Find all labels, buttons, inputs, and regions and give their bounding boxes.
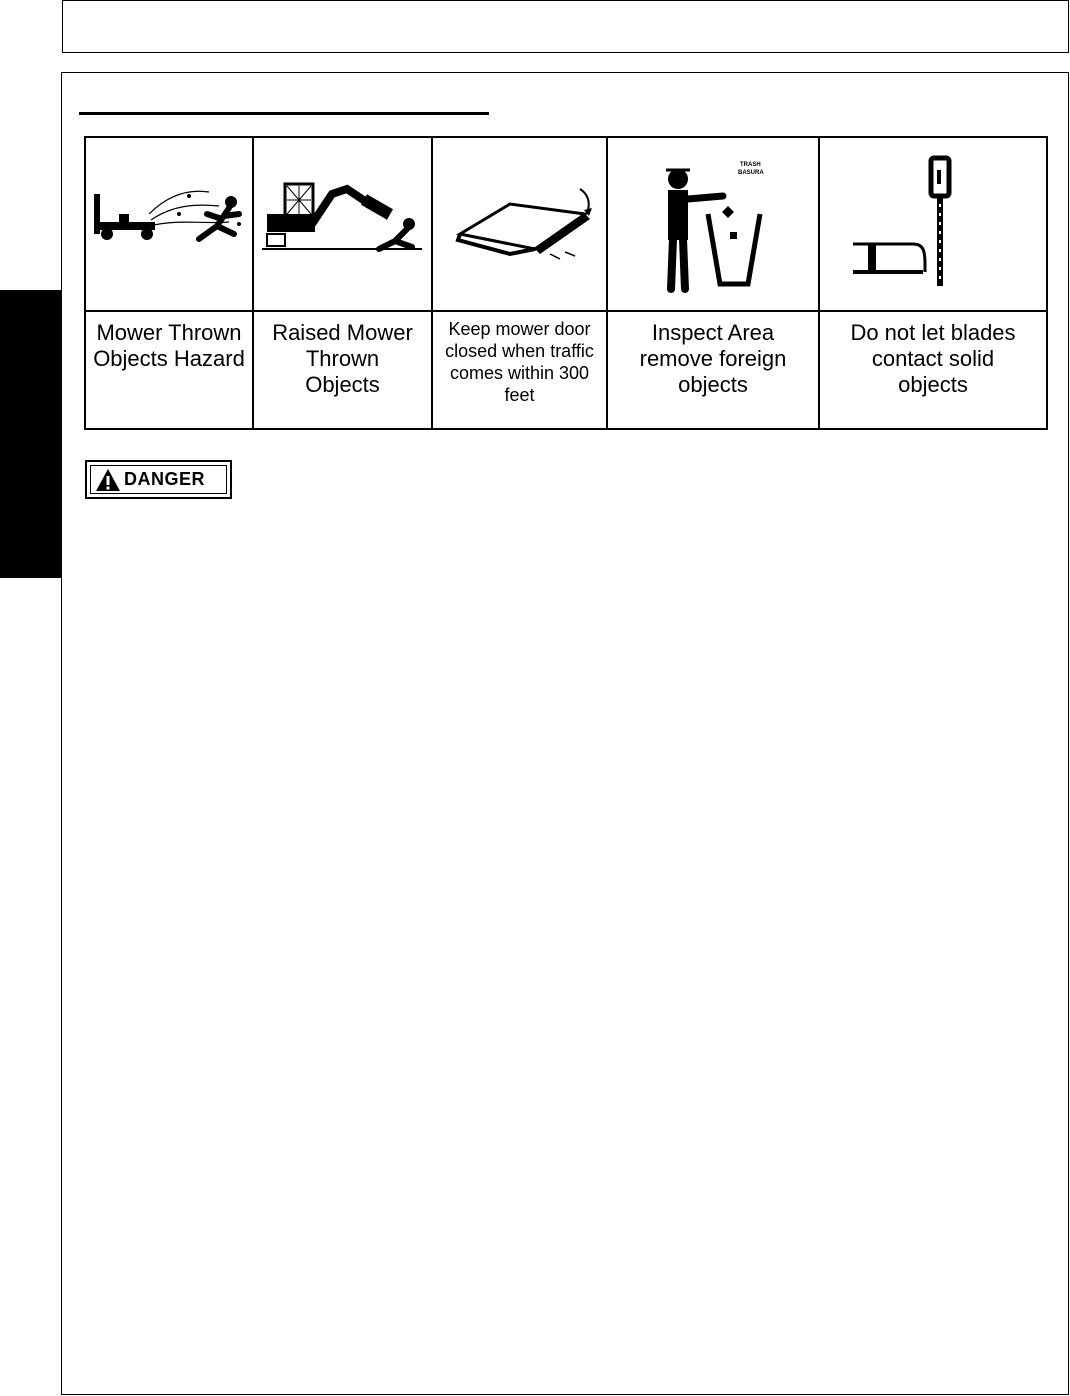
decal-cell-mower-door <box>432 137 607 311</box>
safety-decal-table <box>84 136 1048 430</box>
mower-door-icon <box>440 174 600 274</box>
decal-caption: Do not let blades contact solid objects <box>819 311 1047 429</box>
decal-cell-thrown-objects <box>85 137 253 311</box>
svg-text:TRASH: TRASH <box>740 162 761 168</box>
section-side-tab <box>0 290 62 578</box>
decal-caption: Mower Thrown Objects Hazard <box>85 311 253 429</box>
raised-mower-icon <box>257 179 429 269</box>
danger-badge <box>85 460 232 499</box>
decal-caption: Inspect Area remove foreign objects <box>607 311 819 429</box>
section-heading-rule <box>79 112 489 115</box>
blade-contact-icon <box>843 154 1023 294</box>
thrown-objects-icon <box>89 184 249 264</box>
decal-cell-blade-contact <box>819 137 1047 311</box>
decal-cell-raised-mower <box>253 137 432 311</box>
danger-label: DANGER <box>124 469 206 489</box>
warning-triangle-icon <box>95 468 121 492</box>
svg-text:BASURA: BASURA <box>738 170 764 176</box>
decal-caption: Keep mower door closed when traffic comes within 300 feet <box>432 311 607 429</box>
trash-bin-icon <box>648 154 778 294</box>
page-header-box <box>62 0 1069 53</box>
decal-caption: Raised Mower Thrown Objects <box>253 311 432 429</box>
decal-cell-inspect-area <box>607 137 819 311</box>
